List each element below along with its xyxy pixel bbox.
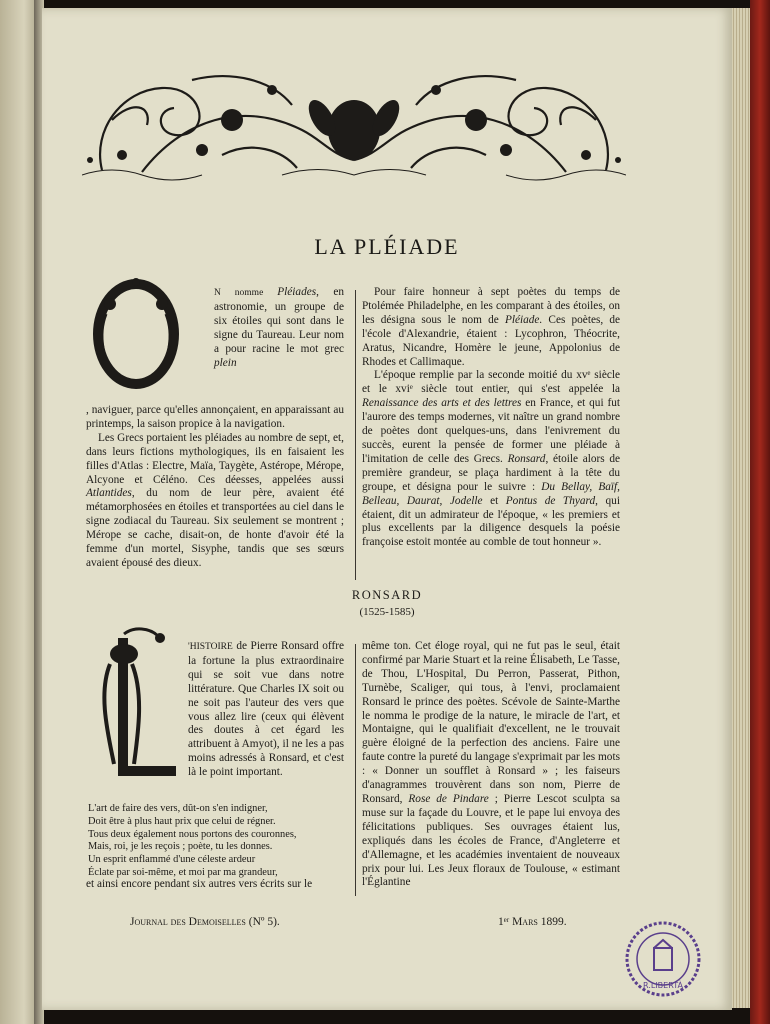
- ronsard-left-wrapped: [188, 640, 344, 780]
- article-title: LA PLÉIADE: [314, 234, 460, 259]
- poem-line: Tous deux également nous portons des couronnes,: [88, 828, 297, 840]
- intro-left-column: [86, 404, 344, 571]
- intro-right-column: [362, 286, 620, 550]
- library-stamp: [624, 920, 702, 998]
- footer-date: 1ᵉʳ Mars 1899.: [498, 916, 567, 928]
- ronsard-left-para: 'HISTOIRE de Pierre Ronsard offre la fortune la plus extraordinaire qui se soit vue dans notre littérature. Que Charles IX soit ou ne soit pas l'auteur des vers que vous allez lire (ceux qui élèvent des doutes à cet égard les attribuent à Amyot), il ne les a pas moins adressés à Ronsard, et c'est là le point important.: [188, 640, 344, 779]
- column-rule-top: [355, 290, 356, 580]
- poem-line: Éclate par soi-même, et moi par ma grandeur,: [88, 866, 278, 878]
- book-page: [42, 8, 732, 1010]
- ornamental-headpiece: [82, 60, 626, 184]
- column-rule-bottom: [355, 644, 356, 896]
- ronsard-right-para: même ton. Cet éloge royal, qui ne fut pas le seul, était confirmé par Marie Stuart et la reine Élisabeth, Le Tasse, de Thou, L'Hospital, Du Perron, Passerat, Pithon, Turnèbe, Scaliger, qui tous, à l'envi, proclamaient Ronsard le prince des poètes. Scévole de Sainte-Marthe le nomma le prodige de la nature, le miracle de l'art, et Montaigne, qui le qualifiait d'excellent, ne le trouvait guère éloigné de la perfection des anciens. Faire une faute contre la pureté du langage s'exprimait par les mots : « Donner un soufflet à Ronsard » ; les faiseurs d'anagrammes trouvèrent dans son nom, Pierre de Ronsard, Rose de Pindare ; Pierre Lescot sculpta sa muse sur la façade du Louvre, et le pape lui envoya des félicitations publiques. Ses ouvrages étaient lus, expliqués dans les écoles de France, d'Angleterre et d'Allemagne, et les académies inventaient de nouveaux prix pour lui. Les Jeux floraux de Toulouse, « estimant l'Églantine: [362, 640, 620, 889]
- section-dates: (1525-1585): [359, 606, 415, 618]
- poem-line: L'art de faire des vers, dût-on s'en indigner,: [88, 803, 268, 814]
- intro-left-wrapped: [214, 286, 344, 370]
- footer-journal: Journal des Demoiselles (Nº 5).: [130, 916, 280, 928]
- ronsard-right-column: [362, 640, 620, 890]
- poem-quote: [88, 803, 350, 880]
- poem-line: Un esprit enflammé d'une céleste ardeur: [88, 854, 256, 866]
- ronsard-left-end: et ainsi encore pendant six autres vers écrits sur le: [86, 878, 313, 890]
- intro-right-para2: L'époque remplie par la seconde moitié du xvᵉ siècle et le xviᵉ siècle tout entier, qui s'est appelée la Renaissance des arts et des lettres en France, et qui fut l'aurore des temps modernes, vit naître un grand nombre de poètes dont quelques-uns, dans l'enivrement du succès, eurent la pensée de former une pléiade à l'imitation de celle des Grecs. Ronsard, étoile alors de première grandeur, se plaça hardiment à la tête du groupe, et désigna pour le suivre : Du Bellay, Baïf, Belleau, Daurat, Jodelle et Pontus de Thyard, qui étaient, dit un admirateur de l'époque, « les premiers et plus excellents par la diligence desquels la poésie françoise estoit montée au comble de tout honneur ».: [362, 369, 621, 549]
- intro-left-first-para-wrap: N nomme Pléiades, en astronomie, un groupe de six étoiles qui sont dans le signe du Taureau. Leur nom a pour racine le mot grec plein: [214, 286, 345, 369]
- intro-left-para1-end: , naviguer, parce qu'elles annonçaient, en apparaissant au printemps, la saison propice à la navigation.: [86, 404, 344, 430]
- intro-left-para2: Les Grecs portaient les pléiades au nombre de sept, et, dans leurs fictions mythologiques, ils en faisaient les filles d'Atlas : Electre, Maïa, Taygète, Astérope, Mérope, Alcyone et Céléno. Ces déesses, appelées aussi Atlantides, du nom de leur père, avaient été métamorphosées en étoiles et transportées au ciel dans le signe zodiacal du Taureau. Six seulement se montrent ; Mérope se cache, disait-on, de honte d'avoir été la femme d'un mortel, Sisyphe, tandis que ses sœurs avaient épousé des dieux.: [86, 431, 344, 569]
- dropcap-l-figure-ornament: [88, 624, 180, 782]
- poem-line: Mais, roi, je les reçois ; poète, tu les donnes.: [88, 841, 273, 853]
- intro-right-para1: Pour faire honneur à sept poètes du temps de Ptolémée Philadelphe, en les comparant à des étoiles, on les désigna sous le nom de Pléiade. Ces poètes, de l'école d'Alexandrie, étaient : Lycophron, Théocrite, Aratus, Nicandre, Homère le jeune, Appolonius de Rhodes et Callimaque.: [362, 286, 620, 368]
- stamp-text: R.LIBERTÀ: [643, 981, 683, 990]
- dropcap-o-ornament: [88, 274, 184, 392]
- red-binding: [750, 0, 770, 1024]
- section-title: RONSARD: [351, 588, 423, 602]
- poem-line: Doit être à plus haut prix que celui de régner.: [88, 815, 276, 827]
